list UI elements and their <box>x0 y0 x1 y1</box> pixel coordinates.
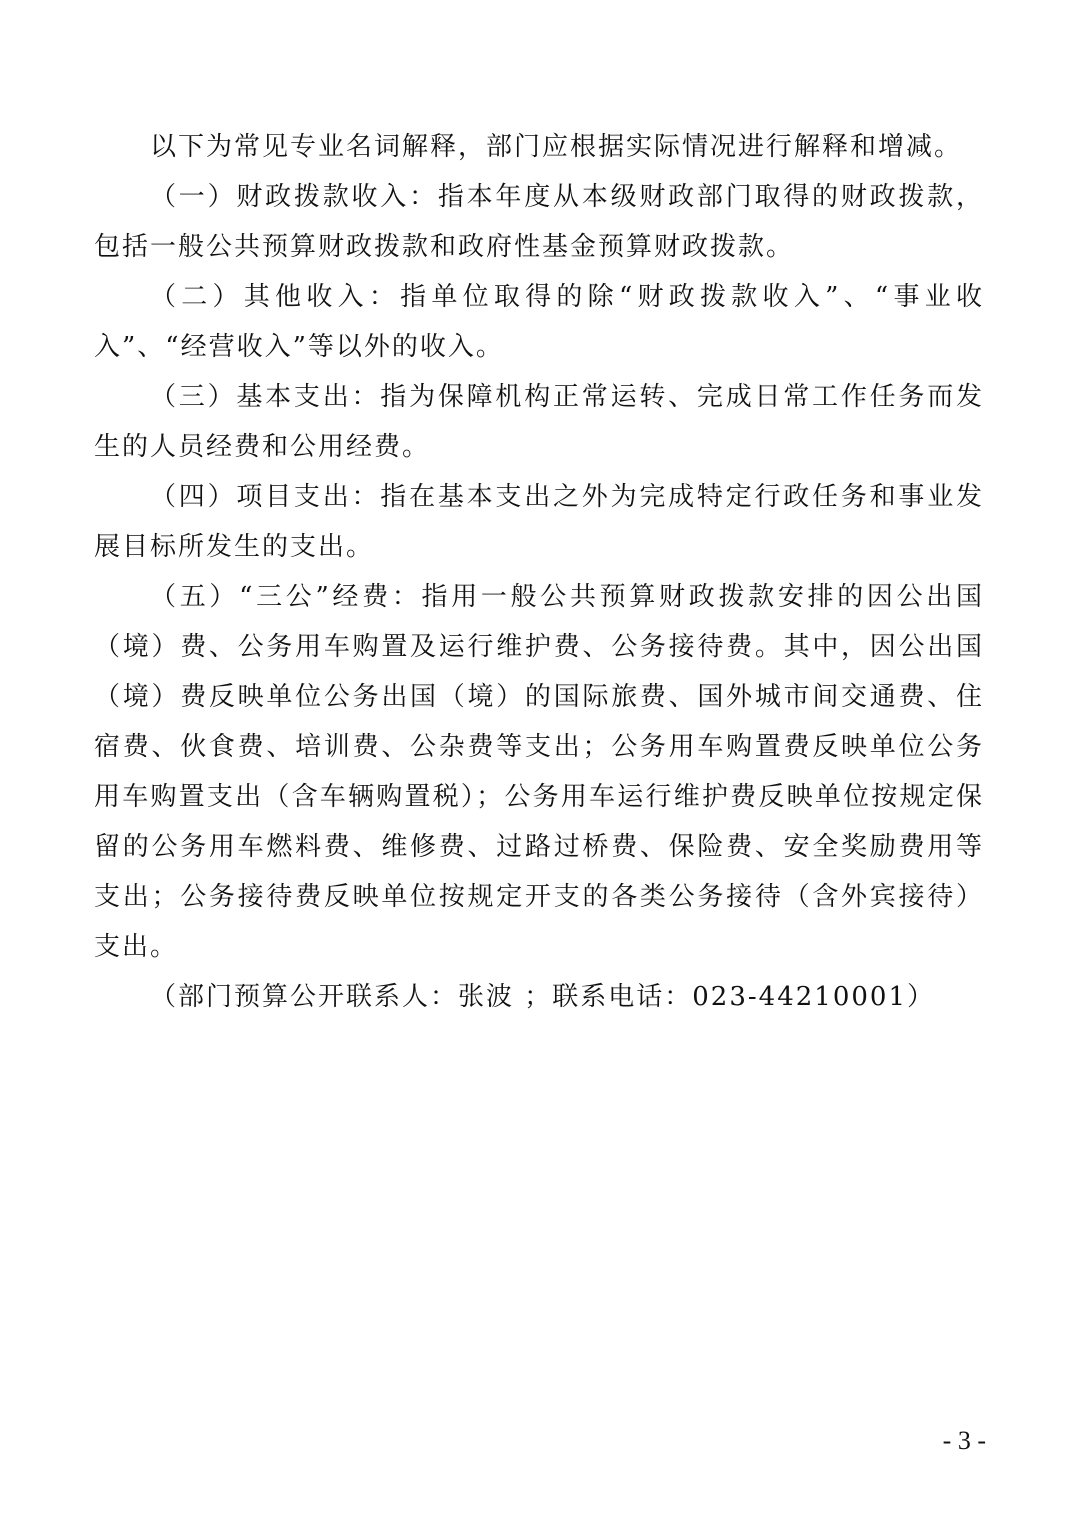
document-body <box>94 122 984 1022</box>
contact-info: （部门预算公开联系人：张波 ；联系电话：023-44210001） <box>150 982 936 1012</box>
definition-three-public-expenses: （五）“三公”经费：指用一般公共预算财政拨款安排的因公出国（境）费、公务用车购置及运行维护费、公务接待费。其中，因公出国（境）费反映单位公务出国（境）的国际旅费、国外城市间交通费、住宿费、伙食费、培训费、公杂费等支出；公务用车购置费反映单位公务用车购置支出（含车辆购置税）；公务用车运行维护费反映单位按规定保留的公务用车燃料费、维修费、过路过桥费、保险费、安全奖励费用等支出；公务接待费反映单位按规定开支的各类公务接待（含外宾接待）支出。 <box>94 582 984 962</box>
definition-project-expenditure: （四）项目支出：指在基本支出之外为完成特定行政任务和事业发展目标所发生的支出。 <box>94 482 984 562</box>
intro-paragraph: 以下为常见专业名词解释，部门应根据实际情况进行解释和增减。 <box>150 132 963 162</box>
definition-basic-expenditure: （三）基本支出：指为保障机构正常运转、完成日常工作任务而发生的人员经费和公用经费。 <box>94 382 984 462</box>
page-number: - 3 - <box>942 1426 986 1455</box>
definition-other-income: （二）其他收入：指单位取得的除“财政拨款收入”、“事业收入”、“经营收入”等以外的收入。 <box>94 282 984 362</box>
definition-fiscal-appropriation-income: （一）财政拨款收入：指本年度从本级财政部门取得的财政拨款，包括一般公共预算财政拨款和政府性基金预算财政拨款。 <box>94 182 984 262</box>
